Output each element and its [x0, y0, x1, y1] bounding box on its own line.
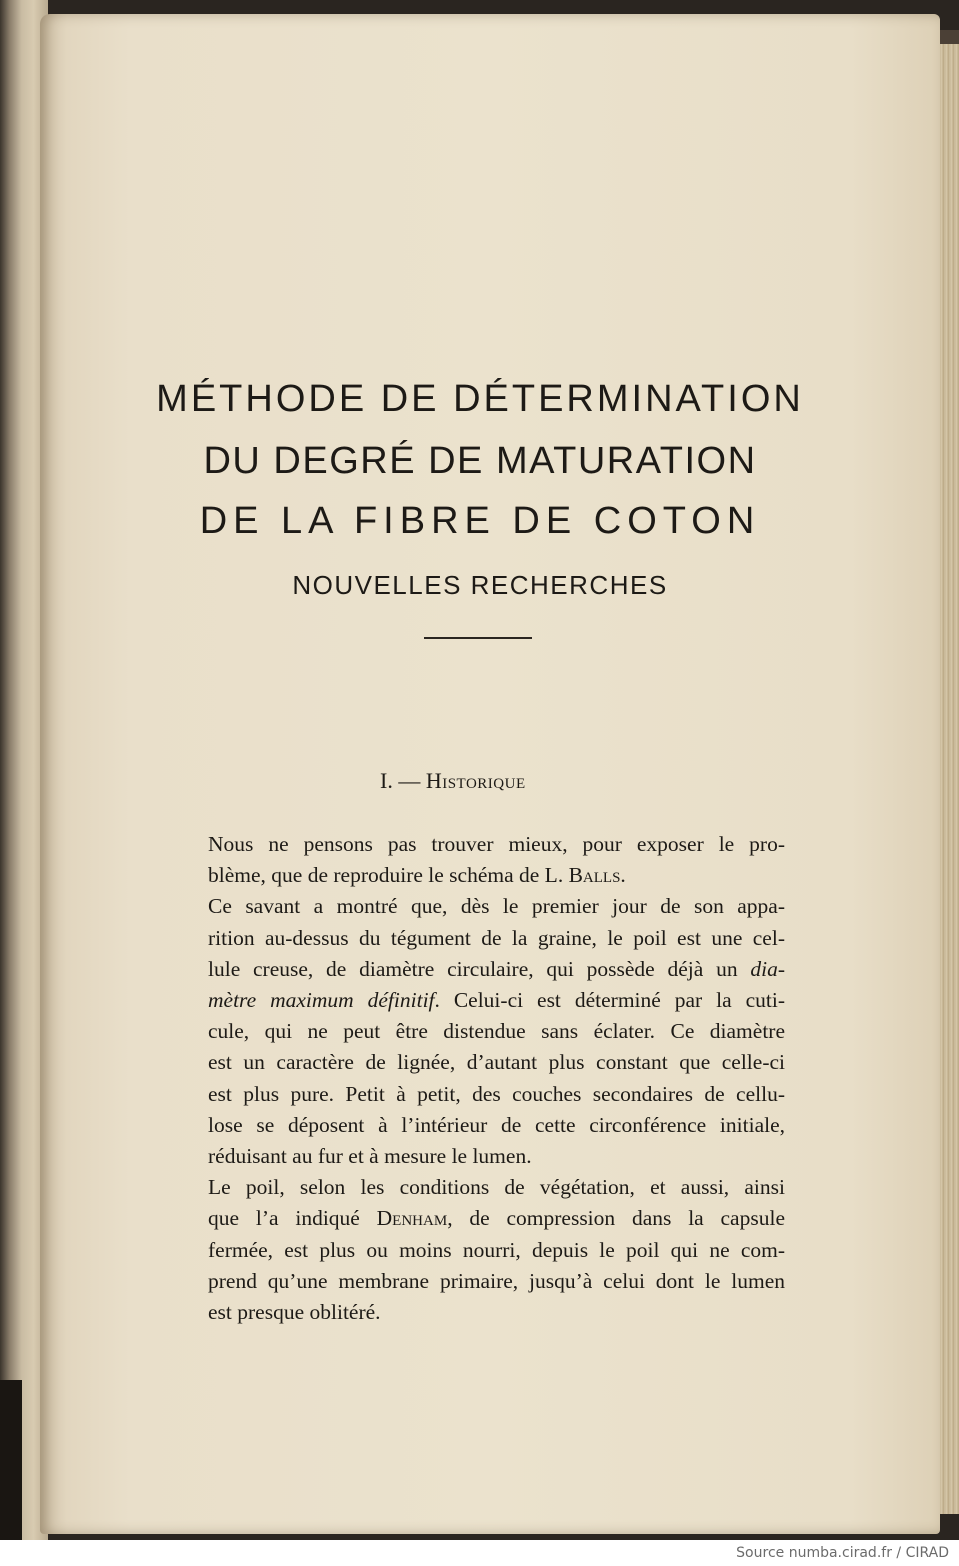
text-line: cule, qui ne peut être distendue sans éclater. Ce diamètre [208, 1019, 785, 1044]
text-line: lule creuse, de diamètre circulaire, qui possède déjà un dia- [208, 956, 785, 981]
subtitle: NOUVELLES RECHERCHES [292, 570, 668, 600]
text-line: est un caractère de lignée, d’autant plus constant que celle-ci [208, 1050, 785, 1075]
text-line: est plus pure. Petit à petit, des couches secondaires de cellu- [208, 1081, 785, 1106]
text-line: blème, que de reproduire le schéma de L. Balls. [208, 863, 626, 888]
title-divider [424, 637, 532, 639]
source-credit: Source numba.cirad.fr / CIRAD [736, 1545, 949, 1561]
section-heading [380, 768, 526, 794]
title-line-3: DE LA FIBRE DE COTON [199, 500, 761, 542]
title-line-2: DU DEGRÉ DE MATURATION [203, 440, 757, 482]
text-line: rition au-dessus du tégument de la graine, le poil est une cel- [208, 925, 785, 950]
section-title: Historique [425, 768, 526, 793]
text-line: prend qu’une membrane primaire, jusqu’à celui dont le lumen [208, 1268, 785, 1293]
paragraph [208, 829, 785, 891]
paragraph [208, 891, 785, 1172]
title-line-1: MÉTHODE DE DÉTERMINATION [156, 378, 804, 420]
text-line: fermée, est plus ou moins nourri, depuis le poil qui ne com- [208, 1237, 785, 1262]
text-line: que l’a indiqué Denham, de compression dans la capsule [208, 1206, 785, 1231]
section-number: I. — [380, 768, 421, 793]
text-line: mètre maximum définitif. Celui-ci est déterminé par la cuti- [208, 988, 785, 1013]
text-line: est presque oblitéré. [208, 1300, 381, 1325]
text-line: Le poil, selon les conditions de végétation, et aussi, ainsi [208, 1175, 785, 1200]
body-text [208, 829, 785, 1328]
text-line: Ce savant a montré que, dès le premier jour de son appa- [208, 894, 785, 919]
text-line: réduisant au fur et à mesure le lumen. [208, 1144, 532, 1169]
left-page-shadow [0, 1380, 22, 1540]
text-line: Nous ne pensons pas trouver mieux, pour exposer le pro- [208, 832, 785, 856]
paragraph [208, 1172, 785, 1328]
text-line: lose se déposent à l’intérieur de cette circonférence initiale, [208, 1112, 785, 1137]
